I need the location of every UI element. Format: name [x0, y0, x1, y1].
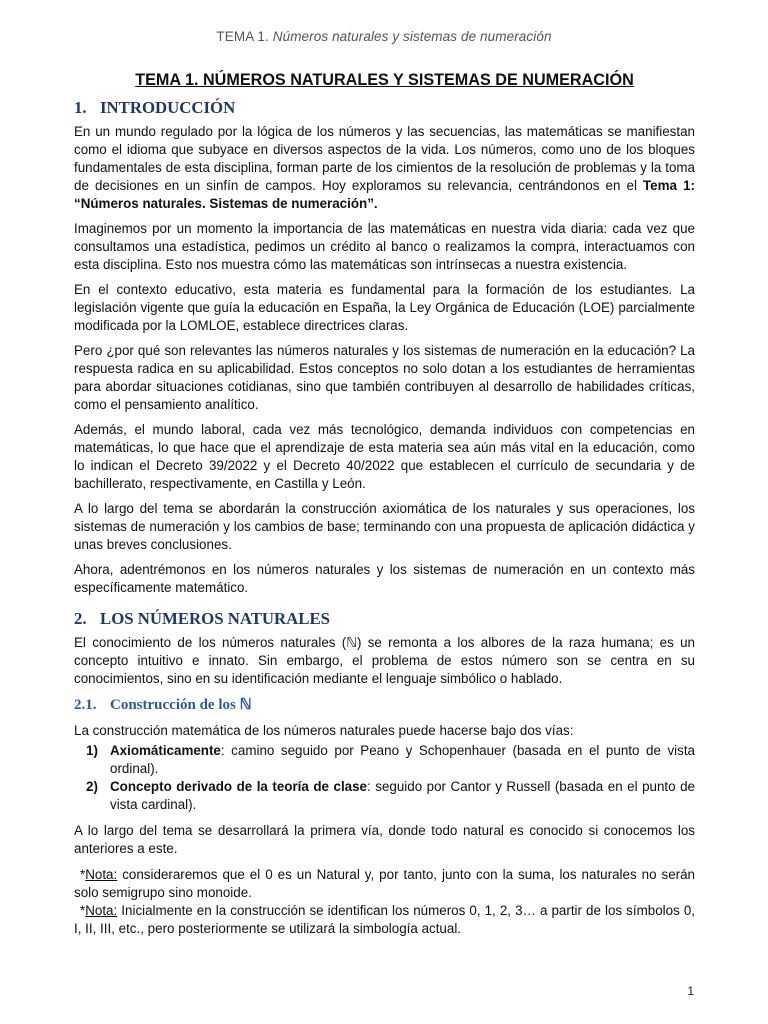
paragraph: Además, el mundo laboral, cada vez más tecnológico, demanda individuos con competencias en matemáticas, lo que hace que el aprendizaje de esta materia sea aún más vital en la educación, como lo indican el Decreto 39/2022 y el Decreto 40/2022 que establecen el currículo de secundaria y de bachillerato, respectivamente, en Castilla y León.	[74, 422, 695, 491]
list-marker: 1)	[86, 743, 98, 758]
subsection-heading-construccion	[74, 696, 695, 715]
section-heading-introduccion	[74, 98, 695, 118]
paragraph: El conocimiento de los números naturales (ℕ) se remonta a los albores de la raza humana; es un concepto intuitivo e innato. Sin embargo, el problema de estos número son se centra en su conocimientos, sino en su identificación mediante el lenguaje simbólico o hablado.	[74, 635, 695, 686]
paragraph: Imaginemos por un momento la importancia de las matemáticas en nuestra vida diaria: cada vez que consultamos una estadística, pedimos un crédito al banco o realizamos la compra, interactuamos con esta disciplina. Esto nos muestra cómo las matemáticas son intrínsecas a nuestra existencia.	[74, 221, 695, 272]
note-label: Nota:	[85, 867, 118, 882]
paragraph: Ahora, adentrémonos en los números naturales y los sistemas de numeración en un contexto más específicamente matemático.	[74, 562, 695, 595]
paragraph: A lo largo del tema se desarrollará la primera vía, donde todo natural es conocido si conocemos los anteriores a este.	[74, 823, 695, 856]
list-item: 2) Concepto derivado de la teoría de clase: seguido por Cantor y Russell (basada en el punto de vista cardinal).	[86, 779, 695, 812]
document-title: TEMA 1. NÚMEROS NATURALES Y SISTEMAS DE NUMERACIÓN	[135, 71, 634, 89]
note: *Nota: Inicialmente en la construcción se identifican los números 0, 1, 2, 3… a partir de los símbolos 0, I, II, III, etc., pero posteriormente se utilizará la simbología actual.	[74, 903, 695, 936]
running-header-title: Números naturales y sistemas de numeración	[272, 29, 552, 44]
paragraph: En el contexto educativo, esta materia es fundamental para la formación de los estudiantes. La legislación vigente que guía la educación en España, la Ley Orgánica de Educación (LOE) parcialmente modificada por la LOMLOE, establece directrices claras.	[74, 282, 695, 333]
paragraph: La construcción matemática de los números naturales puede hacerse bajo dos vías:	[74, 723, 574, 738]
section-heading-numeros-naturales	[74, 609, 695, 629]
paragraph: A lo largo del tema se abordarán la construcción axiomática de los naturales y sus operaciones, los sistemas de numeración y los cambios de base; terminando con una propuesta de aplicación didáctica y unas breves conclusiones.	[74, 501, 695, 552]
section-number: 2.	[74, 609, 87, 628]
document-body	[74, 70, 695, 938]
paragraph: En un mundo regulado por la lógica de los números y las secuencias, las matemáticas se manifiestan como el idioma que subyace en diversos aspectos de la vida. Los números, como uno de los bloques fundamentales de esta disciplina, forman parte de los cimientos de la resolución de problemas y la toma de decisiones en un sinfín de campos. Hoy exploramos su relevancia, centrándonos en el Tema 1: “Números naturales. Sistemas de numeración”.	[74, 124, 695, 211]
numbered-list	[74, 742, 695, 814]
bold-text: Tema 1: “Números naturales. Sistemas de numeración”.	[74, 178, 695, 211]
section-title: INTRODUCCIÓN	[100, 98, 236, 117]
running-header-prefix: TEMA 1.	[216, 29, 273, 44]
page-number: 1	[687, 984, 694, 998]
note-label: Nota:	[85, 903, 118, 918]
subsection-title: Construcción de los ℕ	[110, 697, 252, 713]
running-header	[0, 29, 768, 44]
list-item: 1) Axiomáticamente: camino seguido por Peano y Schopenhauer (basada en el punto de vista ordinal).	[86, 743, 695, 776]
subsection-number: 2.1.	[74, 697, 97, 713]
paragraph: Pero ¿por qué son relevantes las números naturales y los sistemas de numeración en la educación? La respuesta radica en su aplicabilidad. Estos conceptos no solo dotan a los estudiantes de herramientas para abordar situaciones cotidianas, sino que también contribuyen al desarrollo de habilidades críticas, como el pensamiento analítico.	[74, 343, 695, 412]
section-title: LOS NÚMEROS NATURALES	[100, 609, 331, 628]
list-marker: 2)	[86, 779, 98, 794]
section-number: 1.	[74, 98, 87, 117]
note: *Nota: consideraremos que el 0 es un Natural y, por tanto, junto con la suma, los naturales no serán solo semigrupo sino monoide.	[74, 867, 695, 900]
